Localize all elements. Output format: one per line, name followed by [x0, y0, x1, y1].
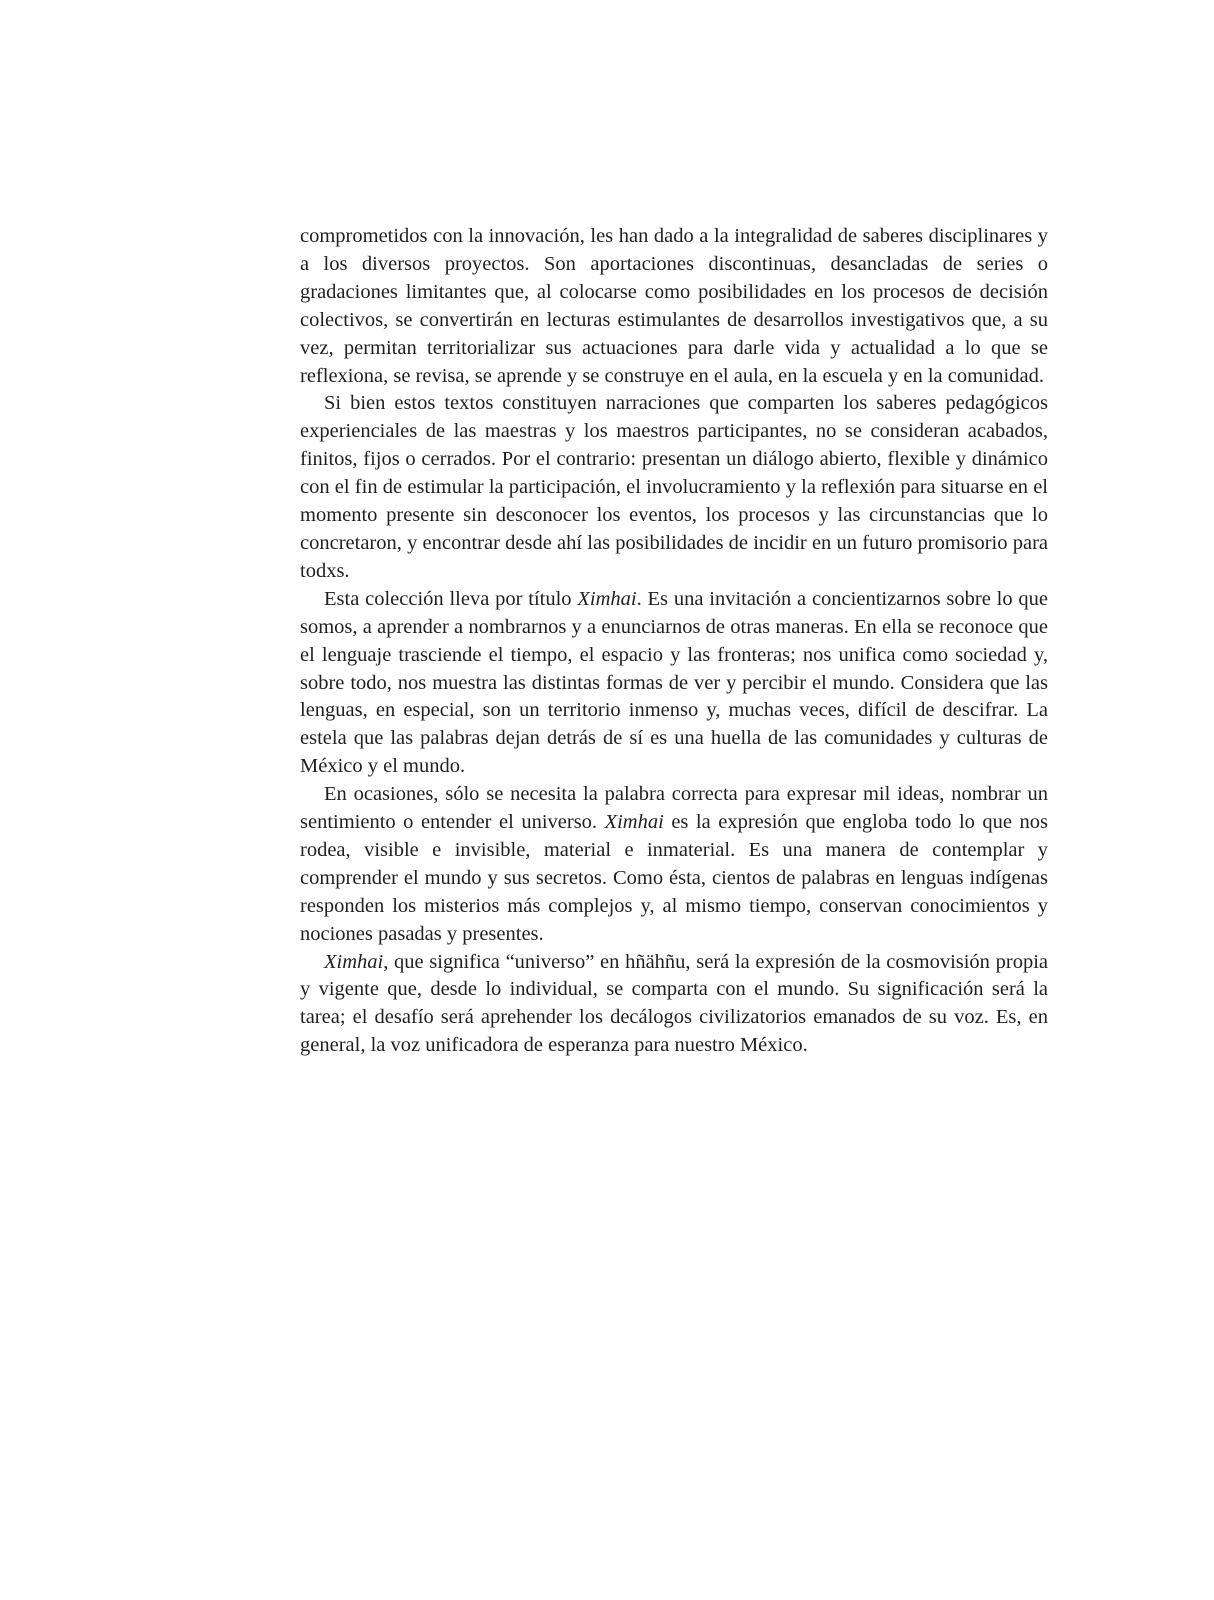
paragraph-3-text-a: Esta colección lleva por título: [324, 587, 578, 610]
paragraph-3-text-b: . Es una invitación a concientizarnos sobre lo que somos, a aprender a nombrarnos y a enunciarnos de otras maneras. En ella se reconoce que el lenguaje trasciende el tiempo, el espacio y las fronteras; nos unifica como sociedad y, sobre todo, nos muestra las distintas formas de ver y percibir el mundo. Considera que las lenguas, en especial, son un territorio inmenso y, muchas veces, difícil de descifrar. La estela que las palabras dejan detrás de sí es una huella de las comunidades y culturas de México y el mundo.: [300, 587, 1048, 778]
paragraph-4-text-b: es la expresión que engloba todo lo que nos rodea, visible e invisible, material e inmaterial. Es una manera de contemplar y comprender el mundo y sus secretos. Como ésta, cientos de palabras en lenguas indígenas responden los misterios más complejos y, al mismo tiempo, conservan conocimientos y nociones pasadas y presentes.: [300, 811, 1049, 945]
paragraph-1: [300, 223, 1048, 390]
paragraph-4-text-a: En ocasiones, sólo se necesita la palabra correcta para expresar mil ideas, nombrar un sentimiento o entender el universo.: [300, 783, 1048, 834]
paragraph-3: [300, 586, 1048, 781]
paragraph-5-title-italic: Ximhai: [324, 950, 384, 973]
paragraph-2: [300, 390, 1048, 585]
paragraph-3-title-italic: Ximhai: [577, 587, 637, 610]
paragraph-1-text: comprometidos con la innovación, les han dado a la integralidad de saberes disciplinares y a los diversos proyectos. Son aportaciones discontinuas, desancladas de series o gradaciones limitantes que, al colocarse como posibilidades en los procesos de decisión colectivos, se convertirán en lecturas estimulantes de desarrollos investigativos que, a su vez, permitan territorializar sus actuaciones para darle vida y actualidad a lo que se reflexiona, se revisa, se aprende y se construye en el aula, en la escuela y en la comunidad.: [300, 225, 1048, 387]
paragraph-5-text: , que significa “universo” en hñähñu, será la expresión de la cosmovisión propia y vigente que, desde lo individual, se comparta con el mundo. Su significación será la tarea; el desafío será aprehender los decálogos civilizatorios emanados de su voz. Es, en general, la voz unificadora de esperanza para nuestro México.: [300, 950, 1048, 1057]
paragraph-4: [300, 781, 1048, 948]
body-text: [300, 223, 1048, 1060]
paragraph-2-text: Si bien estos textos constituyen narraciones que comparten los saberes pedagógicos experienciales de las maestras y los maestros participantes, no se consideran acabados, finitos, fijos o cerrados. Por el contrario: presentan un diálogo abierto, flexible y dinámico con el fin de estimular la participación, el involucramiento y la reflexión para situarse en el momento presente sin desconocer los eventos, los procesos y las circunstancias que lo concretaron, y encontrar desde ahí las posibilidades de incidir en un futuro promisorio para todxs.: [300, 392, 1048, 582]
paragraph-4-title-italic: Ximhai: [604, 811, 664, 834]
paragraph-5: [300, 949, 1048, 1061]
